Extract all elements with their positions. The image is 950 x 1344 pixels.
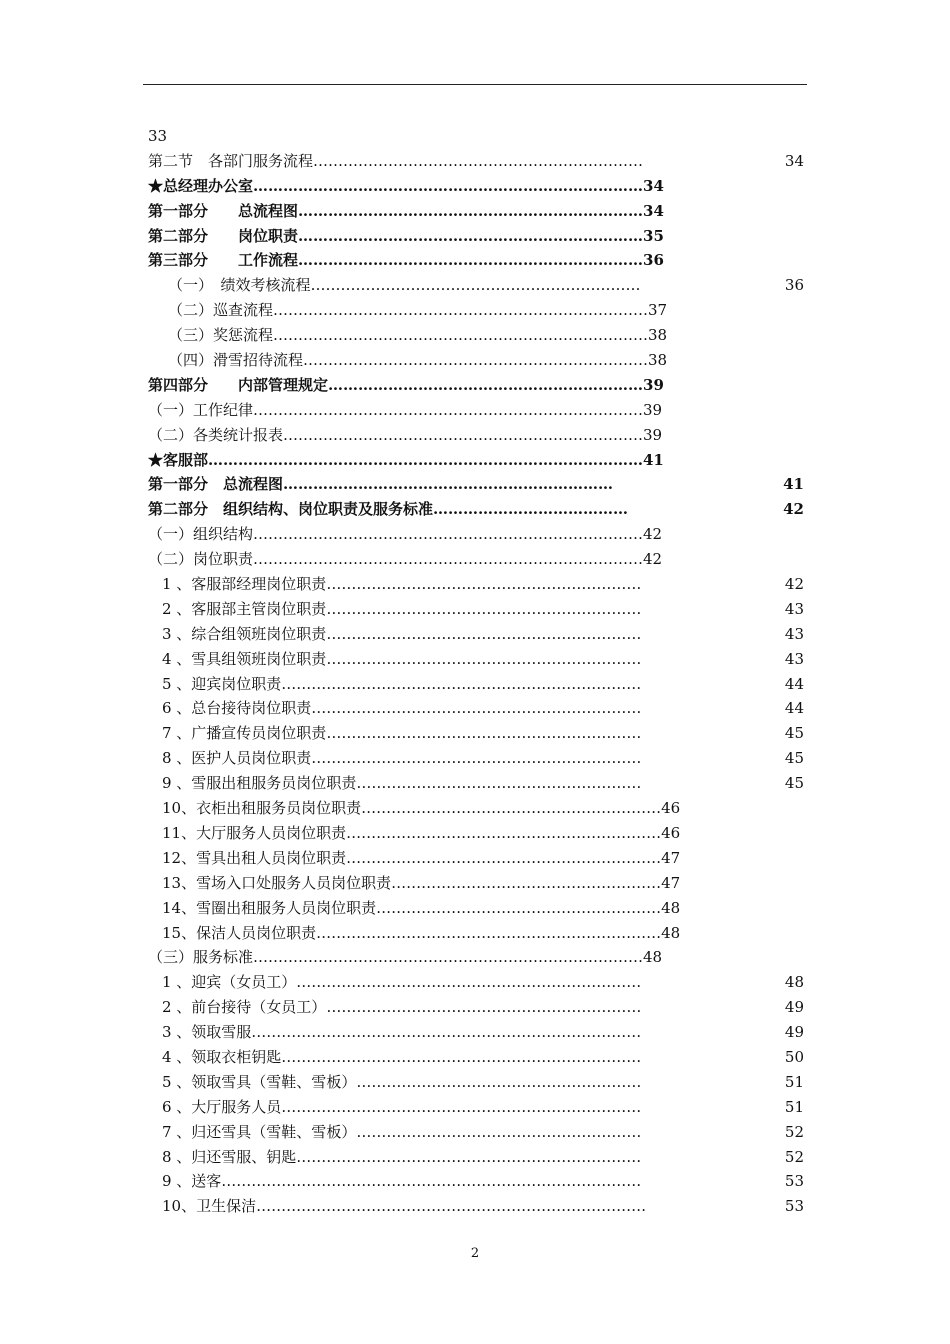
toc-entry-title: 8 、医护人员岗位职责………………………………………………………… (162, 749, 642, 768)
toc-entry-title: 第一部分 总流程图………………………………………………………… (148, 475, 614, 494)
toc-entry (148, 1020, 804, 1045)
toc-entry-title: （四）滑雪招待流程……………………………………………………………38 (168, 351, 668, 370)
toc-entry-title: 11、大厅服务人员岗位职责………………………………………………………46 (162, 823, 681, 842)
toc-entry-title: （二）岗位职责……………………………………………………………………42 (148, 550, 663, 569)
toc-entry (148, 547, 804, 572)
toc-entry (148, 423, 804, 448)
toc-entry (148, 995, 804, 1020)
toc-entry-title: 第一部分 总流程图……………………………………………………………34 (148, 201, 664, 220)
toc-entry-title: 15、保洁人员岗位职责……………………………………………………………48 (162, 923, 681, 942)
toc-entry (148, 522, 804, 547)
toc-entry-page: 43 (784, 624, 804, 643)
toc-entry (148, 348, 804, 373)
toc-entry-title: 5 、领取雪具（雪鞋、雪板）………………………………………………… (162, 1072, 642, 1091)
toc-entry-page: 44 (784, 674, 804, 693)
toc-entry (148, 1095, 804, 1120)
toc-entry-title: 7 、归还雪具（雪鞋、雪板）………………………………………………… (162, 1122, 642, 1141)
toc-entry-page: 41 (783, 475, 804, 494)
toc-entry (148, 199, 804, 224)
toc-entry-page: 34 (784, 151, 804, 170)
toc-entry-title: 10、卫生保洁…………………………………………………………………… (162, 1197, 647, 1216)
toc-entry-title: 9 、送客………………………………………………………………………… (162, 1172, 642, 1191)
header-rule (143, 84, 807, 85)
toc-entry (148, 945, 804, 970)
toc-entry-page: 43 (784, 599, 804, 618)
toc-entry (148, 1145, 804, 1170)
toc-entry-page: 53 (784, 1172, 804, 1191)
toc-entry (148, 696, 804, 721)
toc-entry (148, 398, 804, 423)
toc-entry-page: 52 (784, 1122, 804, 1141)
toc-entry (148, 746, 804, 771)
toc-entry (148, 373, 804, 398)
toc-entry-page: 42 (783, 500, 804, 519)
toc-entry (148, 1045, 804, 1070)
toc-entry-title: 6 、总台接待岗位职责………………………………………………………… (162, 699, 642, 718)
toc-entry-page: 49 (784, 998, 804, 1017)
toc-entry-page: 45 (784, 774, 804, 793)
toc-entry (148, 323, 804, 348)
toc-entry-page: 51 (784, 1097, 804, 1116)
toc-entry-title: （二）各类统计报表………………………………………………………………39 (148, 425, 663, 444)
toc-entry-title: 33 (148, 127, 168, 145)
toc-entry-title: 12、雪具出租人员岗位职责………………………………………………………47 (162, 848, 681, 867)
toc-entry-page: 43 (784, 649, 804, 668)
toc-entry-page: 51 (784, 1072, 804, 1091)
toc-entry-page: 44 (784, 699, 804, 718)
toc-entry (148, 124, 804, 149)
toc-entry-title: 7 、广播宣传员岗位职责……………………………………………………… (162, 724, 642, 743)
toc-entry-page: 42 (784, 575, 804, 594)
toc-entry-title: 4 、领取衣柜钥匙……………………………………………………………… (162, 1047, 642, 1066)
toc-entry-title: （一） 绩效考核流程………………………………………………………… (168, 276, 641, 295)
page-number: 2 (470, 1246, 480, 1261)
toc-entry-title: 第二节 各部门服务流程………………………………………………………… (148, 151, 644, 170)
toc-entry-title: （三）奖惩流程…………………………………………………………………38 (168, 326, 668, 345)
toc-entry (148, 597, 804, 622)
toc-entry-title: 8 、归还雪服、钥匙…………………………………………………………… (162, 1147, 642, 1166)
toc-entry-title: 2 、客服部主管岗位职责……………………………………………………… (162, 599, 642, 618)
toc-entry (148, 721, 804, 746)
toc-entry-page: 53 (784, 1197, 804, 1216)
toc-entry-title: 14、雪圈出租服务人员岗位职责…………………………………………………48 (162, 898, 681, 917)
toc-entry (148, 672, 804, 697)
toc-entry-title: 3 、领取雪服…………………………………………………………………… (162, 1023, 642, 1042)
toc-entry (148, 1070, 804, 1095)
table-of-contents (148, 124, 804, 1219)
toc-entry (148, 796, 804, 821)
toc-entry-title: 1 、迎宾（女员工）…………………………………………………………… (162, 973, 642, 992)
toc-entry (148, 1194, 804, 1219)
toc-entry (148, 149, 804, 174)
toc-entry-page: 36 (784, 276, 804, 295)
toc-entry-title: 1 、客服部经理岗位职责……………………………………………………… (162, 575, 642, 594)
toc-entry-title: 2 、前台接待（女员工）……………………………………………………… (162, 998, 642, 1017)
toc-entry-title: 9 、雪服出租服务员岗位职责………………………………………………… (162, 774, 642, 793)
toc-entry-page: 45 (784, 724, 804, 743)
toc-entry (148, 896, 804, 921)
toc-entry-page: 48 (784, 973, 804, 992)
toc-entry (148, 174, 804, 199)
toc-entry (148, 273, 804, 298)
toc-entry (148, 970, 804, 995)
toc-entry-title: 10、衣柜出租服务员岗位职责……………………………………………………46 (162, 799, 681, 818)
toc-entry-title: ★总经理办公室……………………………………………………………………34 (148, 176, 664, 195)
toc-entry-title: （二）巡查流程…………………………………………………………………37 (168, 301, 668, 320)
toc-entry-page: 50 (784, 1047, 804, 1066)
toc-entry (148, 921, 804, 946)
toc-entry (148, 448, 804, 473)
toc-entry (148, 871, 804, 896)
toc-entry (148, 224, 804, 249)
toc-entry-page: 49 (784, 1023, 804, 1042)
toc-entry (148, 821, 804, 846)
toc-entry-title: 第四部分 内部管理规定………………………………………………………39 (148, 375, 664, 394)
toc-entry-title: 第二部分 岗位职责……………………………………………………………35 (148, 226, 664, 245)
toc-entry (148, 647, 804, 672)
toc-entry (148, 472, 804, 497)
toc-entry (148, 771, 804, 796)
toc-entry-page: 52 (784, 1147, 804, 1166)
toc-entry (148, 298, 804, 323)
toc-entry-title: 6 、大厅服务人员……………………………………………………………… (162, 1097, 642, 1116)
toc-entry (148, 846, 804, 871)
toc-entry-title: （一）工作纪律……………………………………………………………………39 (148, 400, 663, 419)
toc-entry-title: 4 、雪具组领班岗位职责……………………………………………………… (162, 649, 642, 668)
toc-entry (148, 497, 804, 522)
toc-entry-title: （一）组织结构……………………………………………………………………42 (148, 525, 663, 544)
toc-entry-title: 第二部分 组织结构、岗位职责及服务标准………………………………… (148, 500, 629, 519)
toc-entry (148, 572, 804, 597)
toc-entry-title: 5 、迎宾岗位职责……………………………………………………………… (162, 674, 642, 693)
toc-entry-title: （三）服务标准……………………………………………………………………48 (148, 948, 663, 967)
toc-entry (148, 622, 804, 647)
toc-entry-title: 3 、综合组领班岗位职责……………………………………………………… (162, 624, 642, 643)
toc-entry (148, 1120, 804, 1145)
toc-entry (148, 1169, 804, 1194)
toc-entry-page: 45 (784, 749, 804, 768)
toc-entry (148, 248, 804, 273)
toc-entry-title: 13、雪场入口处服务人员岗位职责………………………………………………47 (162, 873, 681, 892)
toc-entry-title: 第三部分 工作流程……………………………………………………………36 (148, 251, 664, 270)
toc-entry-title: ★客服部……………………………………………………………………………41 (148, 450, 664, 469)
